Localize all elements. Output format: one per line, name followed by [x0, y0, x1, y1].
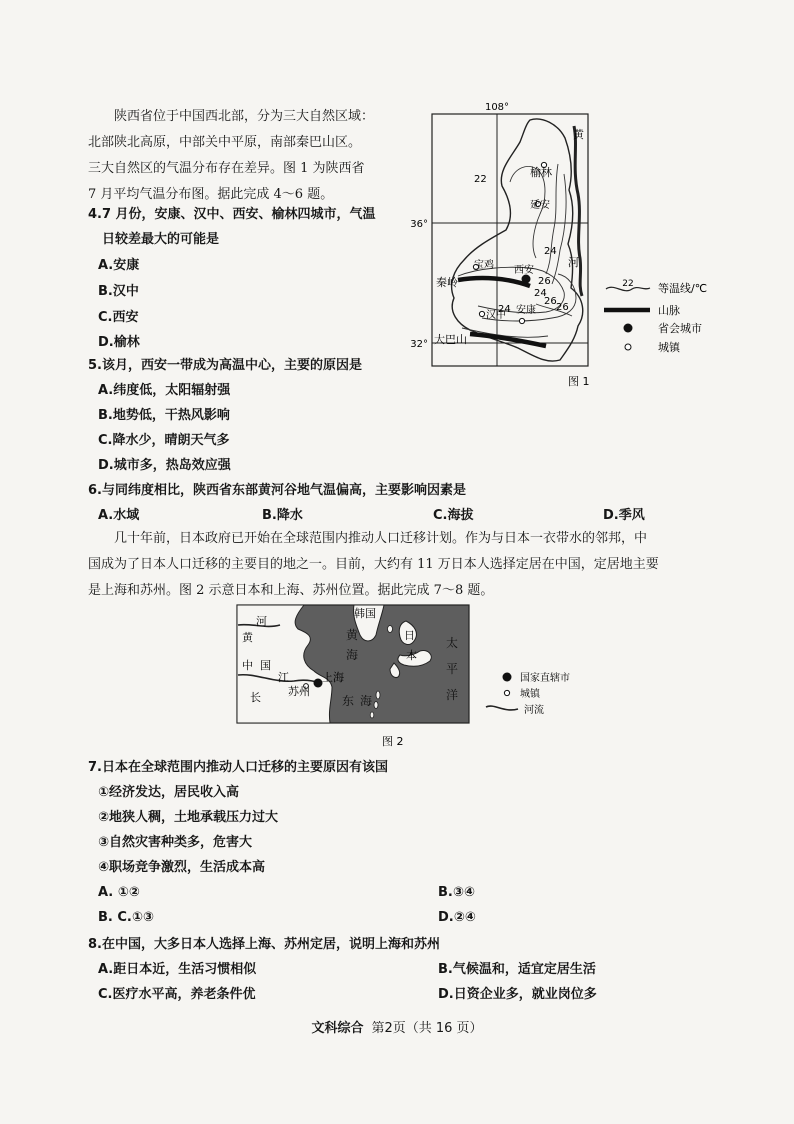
passage-1-line: 北部陕北高原，中部关中平原，南部秦巴山区。: [88, 135, 362, 150]
isotherm-value: 22: [474, 174, 487, 185]
footer-subject: 文科综合: [311, 1021, 364, 1036]
q7-option-d[interactable]: D.②④: [438, 910, 476, 925]
city-label-yanan: 延安: [530, 200, 550, 211]
label-east-sea-1: 东: [342, 694, 355, 708]
label-jiang: 江: [278, 671, 289, 684]
legend-municipality-label: 国家直辖市: [520, 673, 570, 684]
legend-mountain-label: 山脉: [658, 304, 680, 317]
legend-river-symbol: [486, 706, 518, 710]
legend-isotherm-value: 22: [622, 279, 634, 289]
passage-2: [88, 526, 659, 604]
region-label-qinling: 秦岭: [436, 276, 458, 289]
q7-item-4: ④职场竞争激烈，生活成本高: [98, 860, 266, 875]
island: [370, 712, 374, 718]
legend-town-symbol: [625, 344, 631, 350]
city-label-yulin: 榆林: [530, 166, 552, 179]
label-pacific-3: 洋: [446, 688, 459, 702]
q4-option-d[interactable]: D.榆林: [98, 335, 140, 350]
q4-option-a[interactable]: A.安康: [98, 258, 140, 273]
q6-option-b[interactable]: B.降水: [262, 508, 303, 523]
legend-river-label: 河流: [524, 705, 544, 716]
isotherm-value: 24: [544, 246, 557, 257]
river-label-he: 河: [568, 256, 579, 269]
label-shanghai: 上海: [322, 671, 344, 684]
figure-2-caption: 图 2: [382, 735, 404, 748]
label-chang: 长: [250, 691, 261, 704]
q7-option-b[interactable]: B.③④: [438, 885, 475, 900]
town-marker: [479, 311, 484, 316]
q7-item-1: ①经济发达，居民收入高: [98, 785, 240, 800]
q7-option-c[interactable]: B. C.①③: [98, 910, 154, 925]
q5-stem: 5.该月，西安一带成为高温中心，主要的原因是: [88, 358, 362, 373]
island: [374, 702, 378, 709]
label-huang: 黄: [242, 631, 253, 644]
legend-isotherm-label: 等温线/℃: [658, 282, 708, 295]
label-japan-1: 日: [404, 629, 415, 642]
passage-1: [88, 104, 374, 208]
passage-1-line: 7 月平均气温分布图。据此完成 4～6 题。: [88, 187, 334, 202]
region-label-dabashan: 大巴山: [434, 333, 467, 346]
legend-town-symbol: [504, 690, 509, 695]
passage-2-line: 是上海和苏州。图 2 示意日本和上海、苏州位置。据此完成 7～8 题。: [88, 583, 494, 598]
label-pacific-2: 平: [446, 662, 459, 676]
legend-capital-symbol: [624, 324, 633, 333]
q8-option-a[interactable]: A.距日本近，生活习惯相似: [98, 962, 257, 977]
page-footer: [0, 1017, 794, 1036]
q6-stem: 6.与同纬度相比，陕西省东部黄河谷地气温偏高，主要影响因素是: [88, 483, 466, 498]
q4-option-c[interactable]: C.西安: [98, 310, 139, 325]
qinling-mountain: [458, 278, 530, 286]
island: [376, 691, 380, 699]
isotherm-value: 26: [538, 276, 551, 287]
q7-stem: 7.日本在全球范围内推动人口迁移的主要原因有该国: [88, 760, 388, 775]
isotherm-value: 26: [544, 296, 557, 307]
label-east-sea-2: 海: [360, 694, 373, 708]
city-label-xian: 西安: [514, 265, 534, 276]
isotherm-value: 24: [498, 304, 511, 315]
q6-option-c[interactable]: C.海拔: [433, 508, 474, 523]
figure-2-map: [234, 603, 570, 749]
latitude-36-label: 36°: [410, 219, 428, 230]
map-frame: [432, 114, 588, 366]
q4-stem-cont: 日较差最大的可能是: [102, 232, 220, 247]
city-label-baoji: 宝鸡: [474, 260, 494, 271]
q6-option-d[interactable]: D.季风: [603, 508, 645, 523]
legend-town-label: 城镇: [520, 689, 540, 700]
q5-option-d[interactable]: D.城市多，热岛效应强: [98, 458, 231, 473]
longitude-label: 108°: [484, 102, 510, 113]
label-yellow-sea-1: 黄: [346, 628, 359, 642]
city-label-ankang: 安康: [516, 305, 536, 316]
q8-option-d[interactable]: D.日资企业多，就业岗位多: [438, 987, 597, 1002]
q5-option-c[interactable]: C.降水少，晴朗天气多: [98, 433, 230, 448]
city-label-hanzhong: 汉中: [486, 310, 506, 321]
legend-municipality-symbol: [503, 673, 512, 682]
isotherm-value: 24: [534, 288, 547, 299]
q8-stem: 8.在中国，大多日本人选择上海、苏州定居，说明上海和苏州: [88, 937, 440, 952]
q8-option-b[interactable]: B.气候温和，适宜定居生活: [438, 962, 596, 977]
figure-1-map: [410, 98, 718, 394]
province-outline: [452, 119, 583, 361]
q7-item-3: ③自然灾害种类多，危害大: [98, 835, 253, 850]
river-label-huang: 黄: [573, 128, 584, 141]
figure-1-caption: 图 1: [568, 375, 590, 388]
label-he: 河: [256, 615, 267, 628]
q6-option-a[interactable]: A.水域: [98, 508, 140, 523]
q4-stem: 4.7 月份，安康、汉中、西安、榆林四城市，气温: [88, 207, 376, 222]
label-suzhou: 苏州: [288, 685, 310, 698]
latitude-32-label: 32°: [410, 339, 428, 350]
isotherm-22: [510, 166, 545, 258]
q7-item-2: ②地狭人稠，土地承载压力过大: [98, 810, 279, 825]
label-japan-2: 本: [406, 649, 417, 662]
q5-option-b[interactable]: B.地势低，干热风影响: [98, 408, 230, 423]
q8-option-c[interactable]: C.医疗水平高，养老条件优: [98, 987, 256, 1002]
label-korea: 韩国: [354, 607, 376, 620]
yellow-river: [574, 126, 582, 296]
passage-1-line: 陕西省位于中国西北部，分为三大自然区域：: [114, 109, 375, 124]
legend-capital-label: 省会城市: [658, 322, 702, 335]
legend-town-label: 城镇: [658, 341, 680, 354]
label-china-2: 国: [260, 659, 271, 672]
q5-option-a[interactable]: A.纬度低，太阳辐射强: [98, 383, 231, 398]
footer-page-number: 第2页（共 16 页）: [371, 1021, 483, 1036]
isotherm-value: 26: [556, 302, 569, 313]
label-yellow-sea-2: 海: [346, 648, 359, 662]
passage-2-line: 几十年前，日本政府已开始在全球范围内推动人口迁移计划。作为与日本一衣带水的邻邦，中: [114, 531, 648, 546]
label-china-1: 中: [242, 659, 253, 672]
town-marker: [519, 318, 524, 323]
q7-option-a[interactable]: A. ①②: [98, 885, 140, 900]
isotherm-24-north: [546, 164, 558, 274]
label-pacific-1: 太: [446, 636, 459, 650]
q4-option-b[interactable]: B.汉中: [98, 284, 139, 299]
island: [388, 626, 393, 633]
passage-2-line: 国成为了日本人口迁移的主要目的地之一。目前，大约有 11 万日本人选择定居在中国，定居地主要: [88, 557, 659, 572]
passage-1-line: 三大自然区的气温分布存在差异。图 1 为陕西省: [88, 161, 365, 176]
